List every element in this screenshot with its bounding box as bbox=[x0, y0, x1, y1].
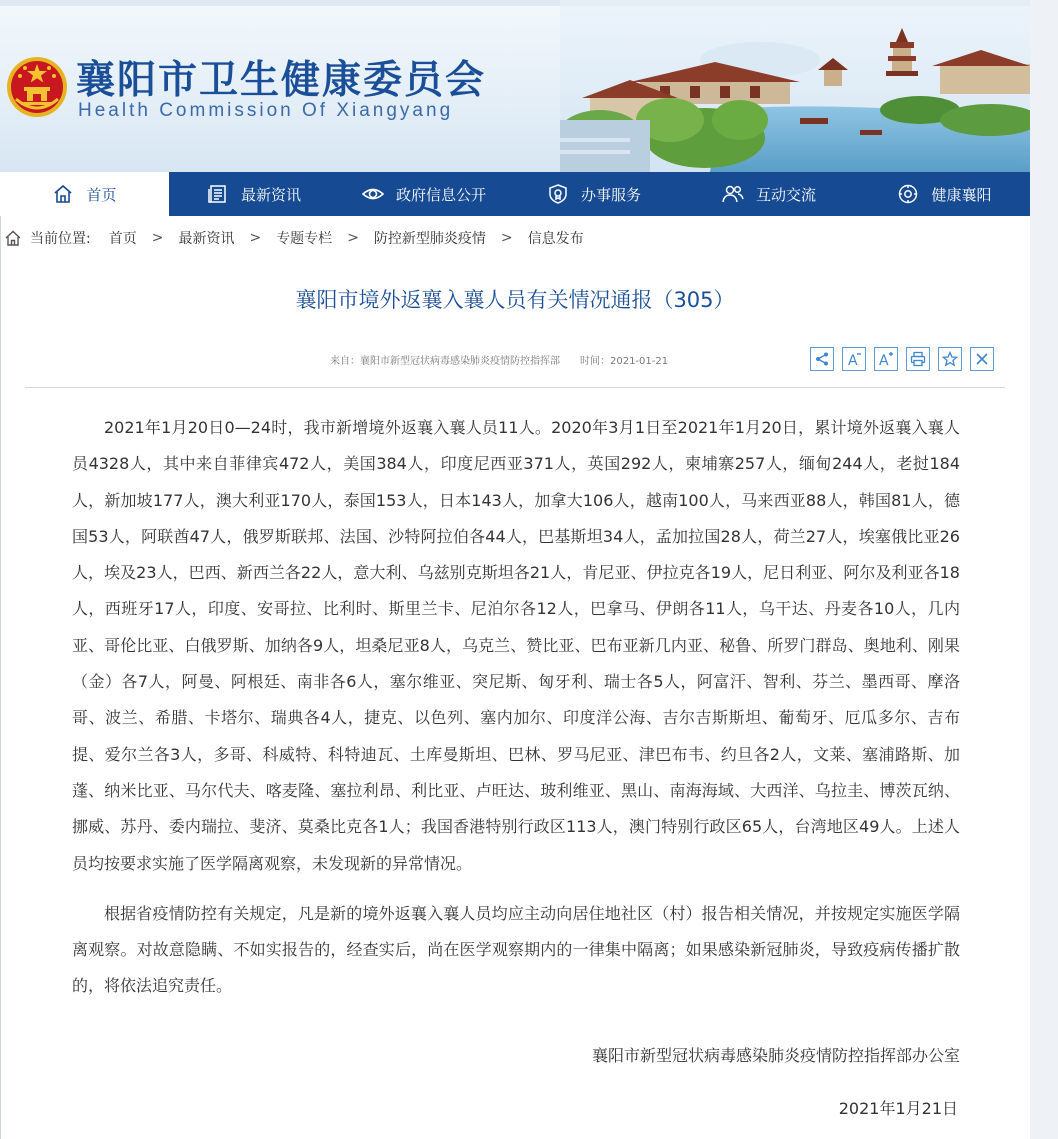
breadcrumb-link-home[interactable]: 首页 bbox=[108, 231, 137, 247]
article-body bbox=[72, 410, 960, 1005]
article-signature-date: 2021年1月21日 bbox=[838, 1099, 958, 1118]
nav-item-services[interactable] bbox=[509, 172, 679, 216]
site-header bbox=[0, 0, 1030, 172]
breadcrumb-link-release[interactable]: 信息发布 bbox=[527, 231, 584, 247]
nav-item-label: 政府信息公开 bbox=[395, 185, 486, 204]
breadcrumb-link-topics[interactable]: 专题专栏 bbox=[276, 231, 333, 247]
newspaper-icon bbox=[207, 183, 229, 205]
article-meta bbox=[330, 352, 668, 367]
page-right-gutter bbox=[1030, 0, 1058, 1139]
main-nav bbox=[0, 172, 1030, 216]
gear-icon bbox=[897, 183, 919, 205]
city-scenery-illustration bbox=[560, 0, 1030, 172]
breadcrumb-prefix: 当前位置: bbox=[30, 231, 91, 247]
article-paragraph: 2021年1月20日0—24时，我市新增境外返襄入襄人员11人。2020年3月1日至2021年1月20日，累计境外返襄入襄人员4328人，其中来自菲律宾472人，美国384人，印度尼西亚371人，英国292人，柬埔寨257人，缅甸244人，老挝184人，新加坡177人，澳大利亚170人，泰国153人，日本143人，加拿大106人，越南100人，马来西亚88人，韩国81人，德国53人，阿联酋47人，俄罗斯联邦、法国、沙特阿拉伯各44人，巴基斯坦34人，孟加拉国28人，荷兰27人，埃塞俄比亚26人，埃及23人，巴西、新西兰各22人，意大利、乌兹别克斯坦各21人，肯尼亚、伊拉克各19人，尼日利亚、阿尔及利亚各18人，西班牙17人，印度、安哥拉、比利时、斯里兰卡、尼泊尔各12人，巴拿马、伊朗各11人，乌干达、丹麦各10人，几内亚、哥伦比亚、白俄罗斯、加纳各9人，坦桑尼亚8人，乌克兰、赞比亚、巴布亚新几内亚、秘鲁、所罗门群岛、奥地利、刚果（金）各7人，阿曼、阿根廷、南非各6人，塞尔维亚、突尼斯、匈牙利、瑞士各5人，阿富汗、智利、芬兰、墨西哥、摩洛哥、波兰、希腊、卡塔尔、瑞典各4人，捷克、以色列、塞内加尔、印度洋公海、吉尔吉斯斯坦、葡萄牙、厄瓜多尔、吉布提、爱尔兰各3人，多哥、科威特、科特迪瓦、土库曼斯坦、巴林、罗马尼亚、津巴布韦、约旦各2人，文莱、塞浦路斯、加蓬、纳米比亚、马尔代夫、喀麦隆、塞拉利昂、利比亚、卢旺达、玻利维亚、黑山、南海海域、大西洋、乌拉圭、博茨瓦纳、挪威、苏丹、委内瑞拉、斐济、莫桑比克各1人；我国香港特别行政区113人，澳门特别行政区65人，台湾地区49人。上述人员均按要求实施了医学隔离观察，未发现新的异常情况。 bbox=[72, 418, 960, 873]
article-paragraph: 根据省疫情防控有关规定，凡是新的境外返襄入襄人员均应主动向居住地社区（村）报告相关情况，并按规定实施医学隔离观察。对故意隐瞒、不如实报告的，经查实后，尚在医学观察期内的一律集中隔离；如果感染新冠肺炎，导致疫病传播扩散的，将依法追究责任。 bbox=[72, 903, 960, 996]
shield-icon bbox=[547, 183, 569, 205]
site-subtitle: Health Commission Of Xiangyang bbox=[78, 100, 454, 121]
nav-item-label: 办事服务 bbox=[580, 185, 641, 204]
article-toolbar bbox=[810, 347, 994, 371]
home-icon bbox=[52, 183, 74, 205]
share-button[interactable] bbox=[810, 347, 834, 371]
article-source: 来自：襄阳市新型冠状病毒感染肺炎疫情防控指挥部 bbox=[330, 356, 560, 367]
nav-item-label: 健康襄阳 bbox=[931, 185, 992, 204]
nav-item-label: 首页 bbox=[86, 185, 117, 204]
print-button[interactable] bbox=[906, 347, 930, 371]
breadcrumb-separator: > bbox=[347, 230, 359, 246]
people-icon bbox=[722, 183, 744, 205]
site-title: 襄阳市卫生健康委员会 bbox=[76, 57, 487, 103]
national-emblem-icon bbox=[6, 55, 68, 119]
share-icon bbox=[814, 351, 830, 367]
font-decrease-label: A bbox=[848, 353, 858, 367]
nav-item-label: 最新资讯 bbox=[240, 185, 301, 204]
favorite-icon bbox=[942, 351, 958, 367]
font-decrease-icon bbox=[846, 351, 862, 367]
font-increase-icon bbox=[878, 351, 894, 367]
close-button[interactable] bbox=[970, 347, 994, 371]
nav-item-gov-info[interactable] bbox=[339, 172, 509, 216]
favorite-button[interactable] bbox=[938, 347, 962, 371]
nav-item-home[interactable] bbox=[0, 172, 169, 216]
nav-item-label: 互动交流 bbox=[755, 185, 816, 204]
nav-item-healthy-xiangyang[interactable] bbox=[859, 172, 1030, 216]
breadcrumb-separator: > bbox=[500, 230, 513, 246]
eye-icon bbox=[362, 183, 384, 205]
breadcrumb-separator: > bbox=[249, 230, 262, 246]
title-divider bbox=[25, 387, 1005, 388]
breadcrumb-link-news[interactable]: 最新资讯 bbox=[178, 231, 235, 247]
print-icon bbox=[910, 351, 926, 367]
font-decrease-button[interactable] bbox=[842, 347, 866, 371]
breadcrumb bbox=[4, 228, 584, 248]
nav-item-interaction[interactable] bbox=[679, 172, 859, 216]
article-title: 襄阳市境外返襄入襄人员有关情况通报（305） bbox=[295, 288, 735, 312]
close-icon bbox=[974, 351, 990, 367]
breadcrumb-separator: > bbox=[151, 230, 164, 246]
font-increase-button[interactable] bbox=[874, 347, 898, 371]
font-increase-label: A bbox=[879, 353, 889, 367]
breadcrumb-link-epidemic[interactable]: 防控新型肺炎疫情 bbox=[373, 231, 486, 247]
home-icon bbox=[4, 229, 22, 247]
nav-item-news[interactable] bbox=[169, 172, 339, 216]
article-signature: 襄阳市新型冠状病毒感染肺炎疫情防控指挥部办公室 bbox=[591, 1046, 960, 1065]
article-time: 时间：2021-01-21 bbox=[580, 356, 669, 367]
